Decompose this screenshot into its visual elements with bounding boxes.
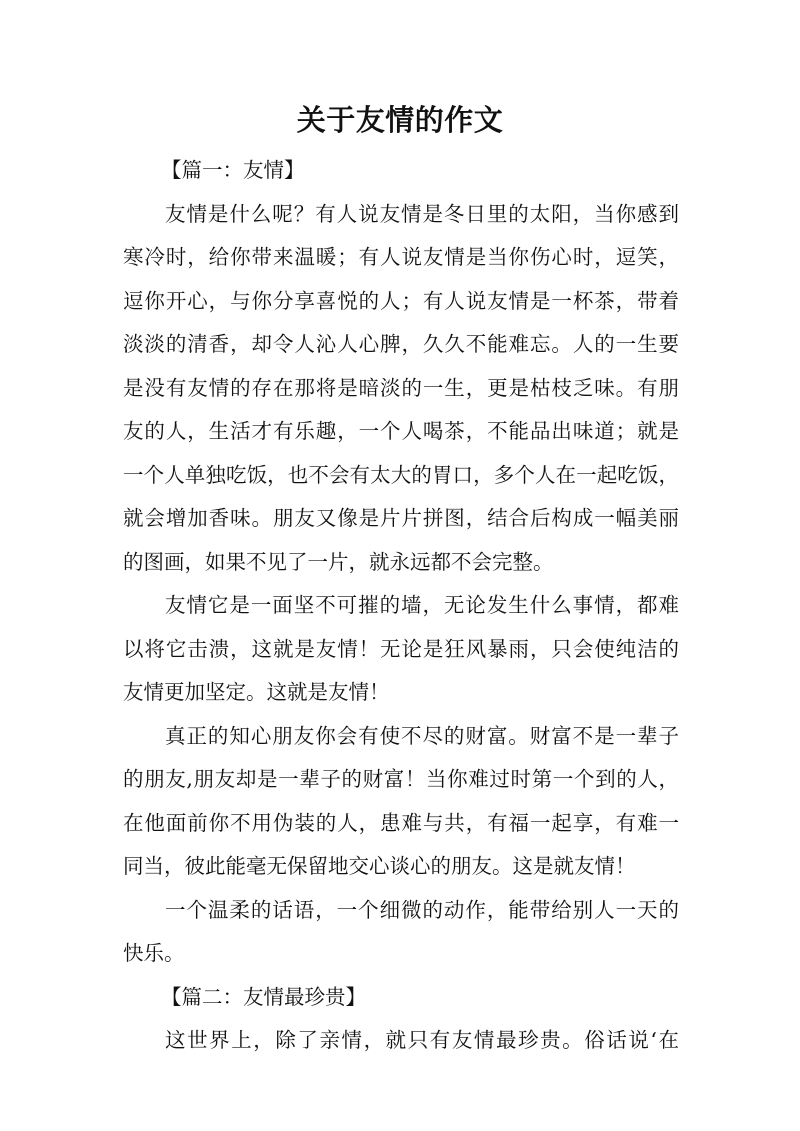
paragraph-line: 就会增加香味。朋友又像是片片拼图，结合后构成一幅美丽 (123, 506, 679, 530)
paragraph-line: 友情它是一面坚不可摧的墙，无论发生什么事情，都难 (165, 593, 679, 617)
paragraph-line: 在他面前你不用伪装的人，患难与共，有福一起享，有难一 (123, 810, 679, 835)
paragraph-line: 真正的知心朋友你会有使不尽的财富。财富不是一辈子 (165, 723, 679, 748)
paragraph-line: 友情是什么呢？有人说友情是冬日里的太阳，当你感到 (165, 201, 679, 226)
paragraph-line: 这世界上，除了亲情，就只有友情最珍贵。俗话说‘在 (165, 1028, 679, 1052)
document-title: 关于友情的作文 (296, 103, 504, 137)
paragraph-line: 友情更加坚定。这就是友情！ (123, 680, 390, 704)
paragraph-line: 一个温柔的话语，一个细微的动作，能带给别人一天的 (165, 897, 679, 922)
paragraph-line: 的朋友,朋友却是一辈子的财富！当你难过时第一个到的人， (123, 767, 679, 791)
paragraph-line: 寒冷时，给你带来温暖；有人说友情是当你伤心时，逗笑， (123, 245, 679, 269)
paragraph-line: 一个人单独吃饭，也不会有太大的胃口，多个人在一起吃饭， (123, 462, 679, 487)
paragraph-line: 快乐。 (123, 941, 185, 965)
paragraph-line: 友的人，生活才有乐趣，一个人喝茶，不能品出味道；就是 (123, 419, 679, 443)
paragraph-line: 的图画，如果不见了一片，就永远都不会完整。 (123, 549, 554, 574)
section-heading: 【篇一：友情】 (161, 158, 305, 182)
paragraph-line: 逗你开心，与你分享喜悦的人；有人说友情是一杯茶，带着 (123, 288, 679, 313)
paragraph-line: 以将它击溃，这就是友情！无论是狂风暴雨，只会使纯洁的 (123, 636, 679, 661)
document-body (123, 149, 679, 1063)
paragraph-line: 同当，彼此能毫无保留地交心谈心的朋友。这是就友情！ (123, 854, 636, 878)
paragraph-line: 淡淡的清香，却令人沁人心脾，久久不能难忘。人的一生要 (123, 332, 679, 356)
paragraph-line: 是没有友情的存在那将是暗淡的一生，更是枯枝乏味。有朋 (123, 375, 679, 400)
section-heading: 【篇二：友情最珍贵】 (161, 984, 366, 1009)
